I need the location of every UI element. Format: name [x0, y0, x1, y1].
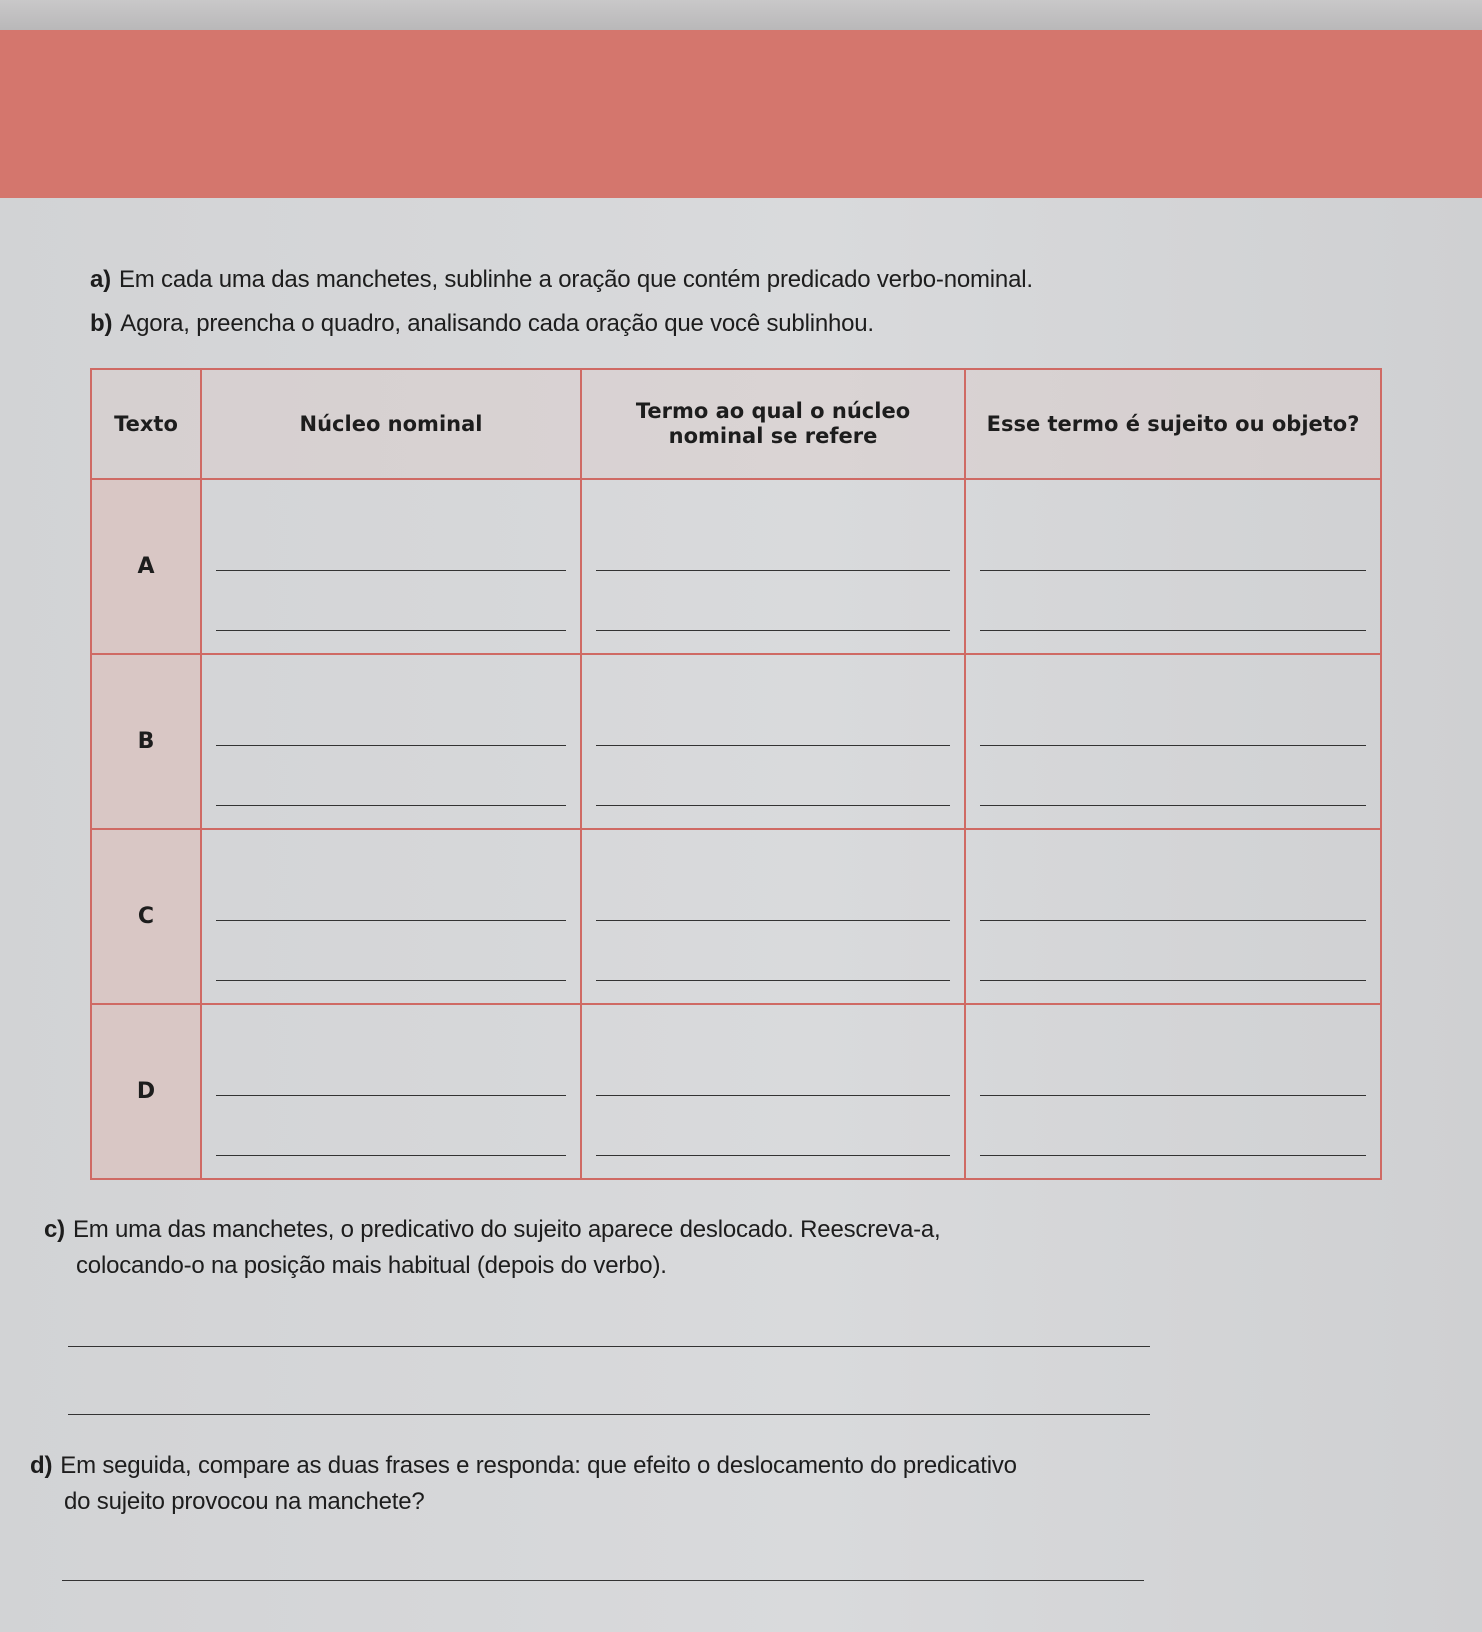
- answer-line: [980, 805, 1366, 806]
- answer-line: [216, 980, 566, 981]
- answer-line: [596, 1095, 950, 1096]
- table-row: [91, 654, 1381, 829]
- question-b: [90, 306, 874, 342]
- answer-cell[interactable]: [201, 479, 581, 654]
- answer-line: [216, 745, 566, 746]
- row-label: D: [91, 1004, 201, 1179]
- question-d: [30, 1448, 1017, 1520]
- answer-line: [216, 570, 566, 571]
- answer-line: [216, 1095, 566, 1096]
- question-d-text-2: do sujeito provocou na manchete?: [64, 1488, 425, 1515]
- answer-cell[interactable]: [201, 654, 581, 829]
- answer-cell[interactable]: [581, 479, 965, 654]
- question-b-letter: b): [90, 310, 113, 337]
- answer-cell[interactable]: [201, 829, 581, 1004]
- answer-line: [596, 570, 950, 571]
- answer-line: [980, 630, 1366, 631]
- header-sujeito-objeto: Esse termo é sujeito ou objeto?: [965, 369, 1381, 479]
- table-header-row: [91, 369, 1381, 479]
- top-strip: [0, 0, 1482, 32]
- answer-line-c-2[interactable]: [68, 1414, 1150, 1415]
- question-a-letter: a): [90, 266, 111, 293]
- answer-cell[interactable]: [965, 479, 1381, 654]
- question-d-text-1: Em seguida, compare as duas frases e responda: que efeito o deslocamento do predicativo: [60, 1452, 1017, 1479]
- question-c-text-1: Em uma das manchetes, o predicativo do sujeito aparece deslocado. Reescreva-a,: [72, 1216, 941, 1243]
- answer-cell[interactable]: [965, 1004, 1381, 1179]
- header-texto: Texto: [91, 369, 201, 479]
- answer-line: [216, 920, 566, 921]
- answer-cell[interactable]: [581, 654, 965, 829]
- question-c-letter: c): [44, 1216, 65, 1243]
- answer-line: [980, 920, 1366, 921]
- question-a-text: Em cada uma das manchetes, sublinhe a oração que contém predicado verbo-nominal.: [118, 266, 1033, 293]
- question-d-letter: d): [30, 1452, 53, 1479]
- answer-line: [980, 1155, 1366, 1156]
- answer-line: [596, 630, 950, 631]
- analysis-table: [90, 368, 1382, 1180]
- answer-cell[interactable]: [581, 1004, 965, 1179]
- answer-cell[interactable]: [581, 829, 965, 1004]
- answer-line-c-1[interactable]: [68, 1346, 1150, 1347]
- answer-line: [980, 570, 1366, 571]
- header-nucleo-nominal: Núcleo nominal: [201, 369, 581, 479]
- answer-line: [596, 920, 950, 921]
- answer-line: [596, 1155, 950, 1156]
- header-termo: Termo ao qual o núcleo nominal se refere: [581, 369, 965, 479]
- answer-line: [596, 745, 950, 746]
- answer-line: [980, 980, 1366, 981]
- answer-line: [980, 1095, 1366, 1096]
- question-c-text-2: colocando-o na posição mais habitual (depois do verbo).: [76, 1252, 667, 1279]
- answer-line: [216, 1155, 566, 1156]
- answer-line: [216, 805, 566, 806]
- table-row: [91, 479, 1381, 654]
- answer-cell[interactable]: [201, 1004, 581, 1179]
- answer-line: [596, 805, 950, 806]
- row-label: B: [91, 654, 201, 829]
- answer-line: [980, 745, 1366, 746]
- row-label: C: [91, 829, 201, 1004]
- question-a: [90, 262, 1033, 298]
- answer-line-d-1[interactable]: [62, 1580, 1144, 1581]
- table-row: [91, 829, 1381, 1004]
- answer-cell[interactable]: [965, 654, 1381, 829]
- answer-line: [216, 630, 566, 631]
- row-label: A: [91, 479, 201, 654]
- header-banner: [0, 30, 1482, 198]
- question-c: [44, 1212, 941, 1284]
- question-b-text: Agora, preencha o quadro, analisando cada oração que você sublinhou.: [120, 310, 874, 337]
- answer-line: [596, 980, 950, 981]
- table-row: [91, 1004, 1381, 1179]
- answer-cell[interactable]: [965, 829, 1381, 1004]
